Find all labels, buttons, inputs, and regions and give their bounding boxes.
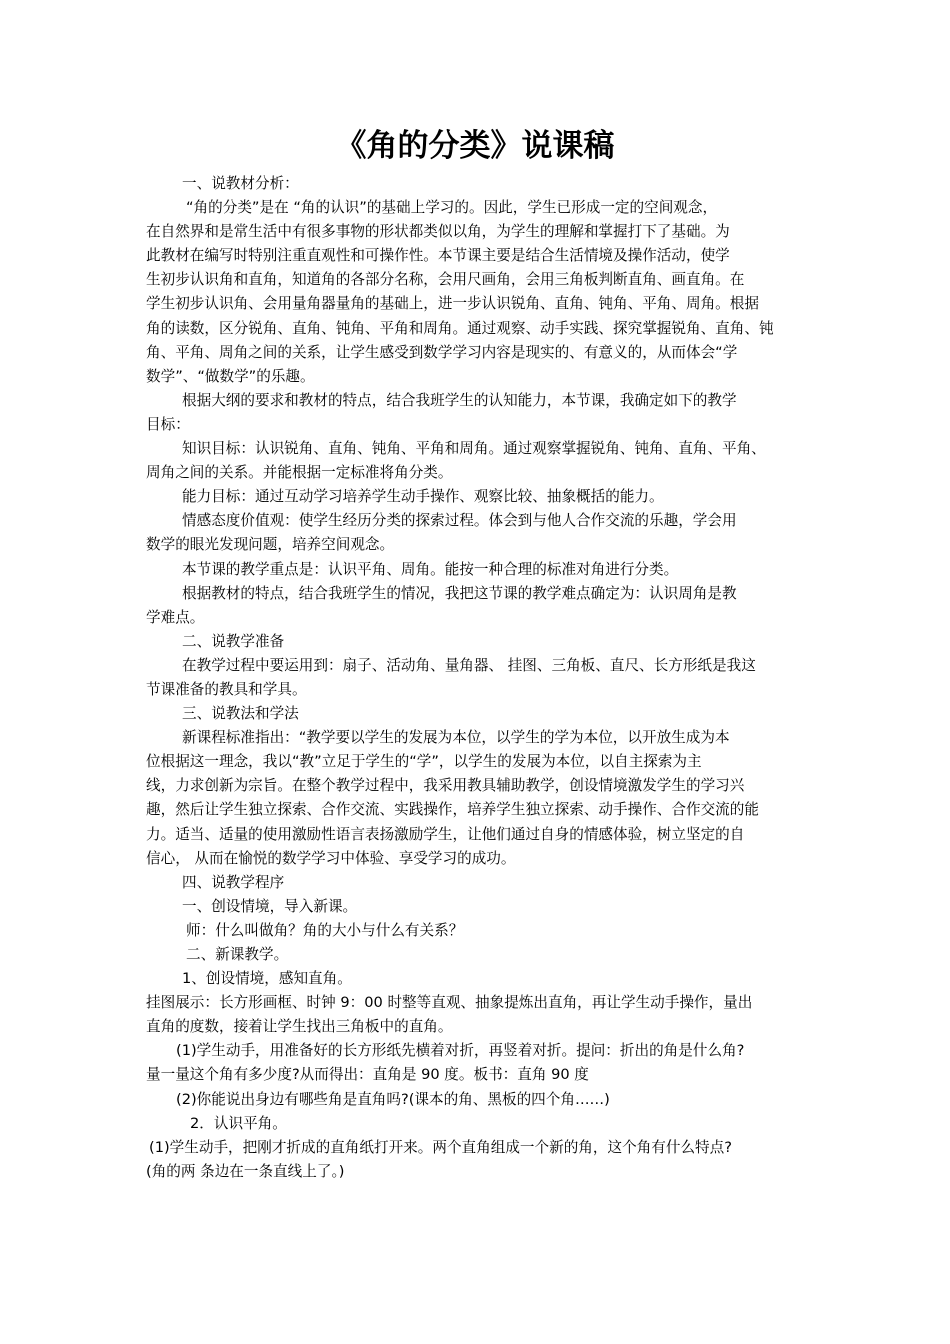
paragraph-line: 新课程标准指出：“教学要以学生的发展为本位，以学生的学为本位，以开放生成为本 [182,729,730,747]
paragraph-line: 在教学过程中要运用到：扇子、活动角、量角器、 挂图、三角板、直尺、长方形纸是我这 [182,656,756,674]
section-heading: 四、说教学程序 [182,873,285,891]
paragraph-line: (1)学生动手，把刚才折成的直角纸打开来。两个直角组成一个新的角，这个角有什么特点? [149,1138,732,1156]
paragraph-line: 挂图展示：长方形画框、时钟 9：00 时整等直观、抽象提炼出直角，再让学生动手操作，量出 [146,994,753,1012]
paragraph-line: 角的读数，区分锐角、直角、钝角、平角和周角。通过观察、动手实践、探究掌握锐角、直角、钝 [146,319,774,337]
paragraph-line: 节课准备的教具和学具。 [146,680,307,698]
paragraph-line: 根据大纲的要求和教材的特点，结合我班学生的认知能力，本节课，我确定如下的教学 [182,391,737,409]
paragraph-line: (1)学生动手，用准备好的长方形纸先横着对折，再竖着对折。提问：折出的角是什么角? [176,1042,745,1060]
paragraph-line: 线，力求创新为宗旨。在整个教学过程中，我采用教具辅助教学，创设情境激发学生的学习兴 [146,777,745,795]
paragraph-line: 2．认识平角。 [190,1114,287,1132]
paragraph-line: 周角之间的关系。并能根据一定标准将角分类。 [146,464,453,482]
paragraph-line: 力。适当、适量的使用激励性语言表扬激励学生，让他们通过自身的情感体验，树立坚定的自 [146,825,745,843]
paragraph-line: 此教材在编写时特别注重直观性和可操作性。本节课主要是结合生活情境及操作活动，使学 [146,247,730,265]
paragraph-line: 情感态度价值观：使学生经历分类的探索过程。体会到与他人合作交流的乐趣，学会用 [182,512,737,530]
paragraph-line: 生初步认识角和直角，知道角的各部分名称，会用尺画角，会用三角板判断直角、画直角。在 [146,271,745,289]
paragraph-line: 量一量这个角有多少度?从而得出：直角是 90 度。板书：直角 90 度 [146,1066,589,1084]
section-heading: 一、说教材分析： [182,175,299,192]
paragraph-line: 师：什么叫做角？角的大小与什么有关系？ [186,921,464,939]
paragraph-line: 能力目标：通过互动学习培养学生动手操作、观察比较、抽象概括的能力。 [182,488,664,506]
paragraph-line: 数学”、“做数学”的乐趣。 [146,367,315,385]
paragraph-line: 目标： [146,415,190,433]
paragraph-line: 本节课的教学重点是：认识平角、周角。能按一种合理的标准对角进行分类。 [182,560,679,578]
paragraph-line: 一、创设情境，导入新课。 [182,897,358,915]
paragraph-line: “角的分类”是在 “角的认识”的基础上学习的。因此，学生已形成一定的空间观念， [186,199,718,217]
paragraph-line: 数学的眼光发现问题，培养空间观念。 [146,536,395,554]
paragraph-line: (2)你能说出身边有哪些角是直角吗?(课本的角、黑板的四个角……) [176,1090,610,1108]
paragraph-line: 直角的度数，接着让学生找出三角板中的直角。 [146,1018,453,1036]
paragraph-line: 位根据这一理念，我以“教”立足于学生的“学”，以学生的发展为本位，以自主探索为主 [146,753,702,771]
section-heading: 三、说教法和学法 [182,705,299,723]
paragraph-line: 信心， 从而在愉悦的数学学习中体验、享受学习的成功。 [146,849,516,867]
paragraph-line: 知识目标：认识锐角、直角、钝角、平角和周角。通过观察掌握锐角、钝角、直角、平角、 [182,440,766,458]
paragraph-line: 1、创设情境，感知直角。 [182,970,352,988]
paragraph-line: 学生初步认识角、会用量角器量角的基础上，进一步认识锐角、直角、钝角、平角、周角。根据 [146,295,759,313]
paragraph-line: (角的两 条边在一条直线上了。) [146,1162,345,1180]
section-heading: 二、说教学准备 [182,632,285,650]
paragraph-line: 学难点。 [146,608,205,626]
document-body [146,172,816,1184]
paragraph-line: 角、平角、周角之间的关系，让学生感受到数学学习内容是现实的、有意义的，从而体会“学 [146,343,738,361]
paragraph-line: 根据教材的特点，结合我班学生的情况，我把这节课的教学难点确定为：认识周角是教 [182,584,737,602]
page-title: 《角的分类》说课稿 [335,128,615,164]
paragraph-line: 在自然界和是常生活中有很多事物的形状都类似以角，为学生的理解和掌握打下了基础。为 [146,223,730,241]
paragraph-line: 二、新课教学。 [186,946,289,963]
paragraph-line: 趣，然后让学生独立探索、合作交流、实践操作，培养学生独立探索、动手操作、合作交流的能 [146,801,759,819]
